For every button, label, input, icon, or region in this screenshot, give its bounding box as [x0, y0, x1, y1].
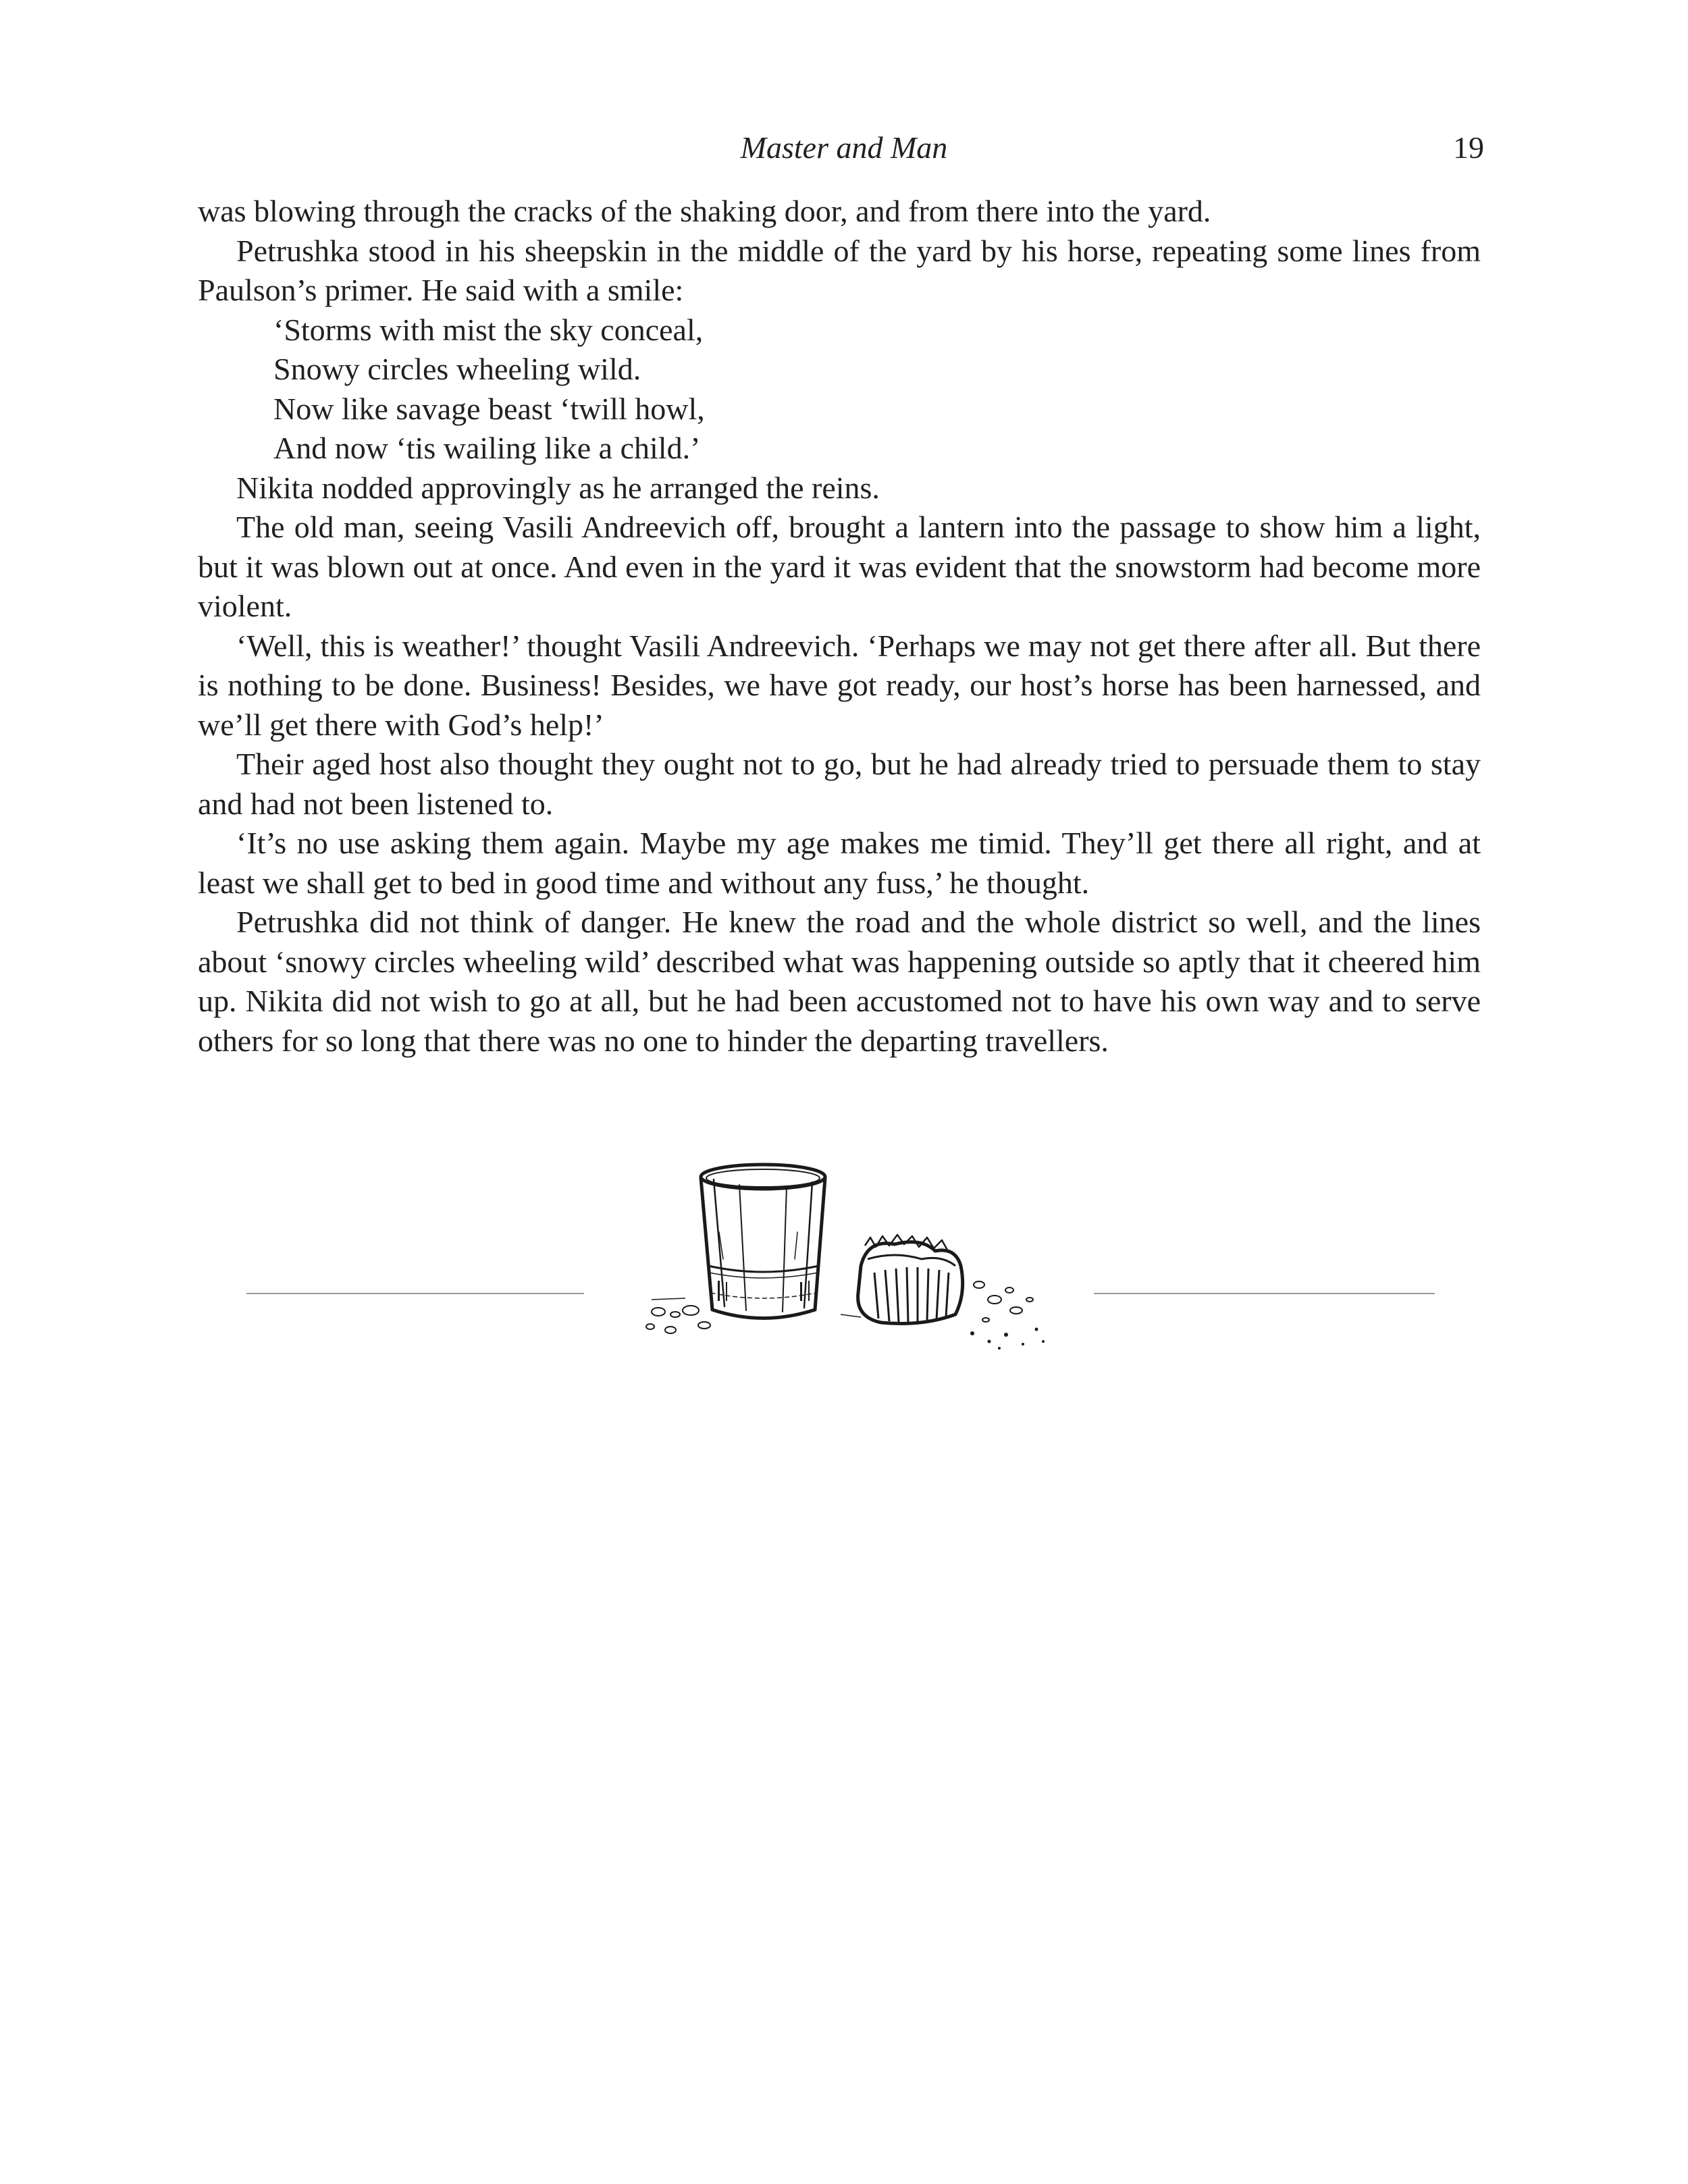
- paragraph-4: The old man, seeing Vasili Andreevich off, brought a lantern into the passage to show him a light, but it was blown out at once. And even in the yard it was evident that the snowstorm had become more violent.: [198, 510, 1481, 623]
- ornament-rule-left: [246, 1293, 584, 1294]
- paragraph-3: Nikita nodded approvingly as he arranged the reins.: [236, 470, 880, 505]
- paragraph-1: was blowing through the cracks of the shaking door, and from there into the yard.: [198, 194, 1211, 228]
- paragraph-6: Their aged host also thought they ought not to go, but he had already tried to persuade them to stay and had not been listened to.: [198, 747, 1481, 821]
- paragraph-5: ‘Well, this is weather!’ thought Vasili Andreevich. ‘Perhaps we may not get there after all. But there is nothing to be done. Business! Besides, we have got ready, our host’s horse has been harnessed, and we’ll get there with God’s help!’: [198, 628, 1481, 742]
- verse-line-2: Snowy circles wheeling wild.: [273, 352, 641, 386]
- verse-line-1: ‘Storms with mist the sky conceal,: [273, 312, 704, 347]
- verse-line-3: Now like savage beast ‘twill howl,: [273, 391, 705, 426]
- running-title: Master and Man: [740, 130, 948, 165]
- page-number: 19: [1453, 130, 1484, 165]
- glass-and-bread-illustration-icon: [638, 1158, 1050, 1354]
- ornament-rule-right: [1094, 1293, 1435, 1294]
- verse-line-4: And now ‘tis wailing like a child.’: [273, 431, 701, 465]
- body-text: [198, 192, 1481, 1061]
- paragraph-8: Petrushka did not think of danger. He knew the road and the whole district so well, and the lines about ‘snowy circles wheeling wild’ described what was happening outside so aptly that it cheered him up. Nikita did not wish to go at all, but he had been accustomed not to have his own way and to serve others for so long that there was no one to hinder the departing travellers.: [198, 905, 1481, 1058]
- paragraph-7: ‘It’s no use asking them again. Maybe my age makes me timid. They’ll get there all right, and at least we shall get to bed in good time and without any fuss,’ he thought.: [198, 826, 1481, 900]
- paragraph-2: Petrushka stood in his sheepskin in the middle of the yard by his horse, repeating some lines from Paulson’s primer. He said with a smile:: [198, 233, 1481, 307]
- verse-block: [198, 311, 1481, 469]
